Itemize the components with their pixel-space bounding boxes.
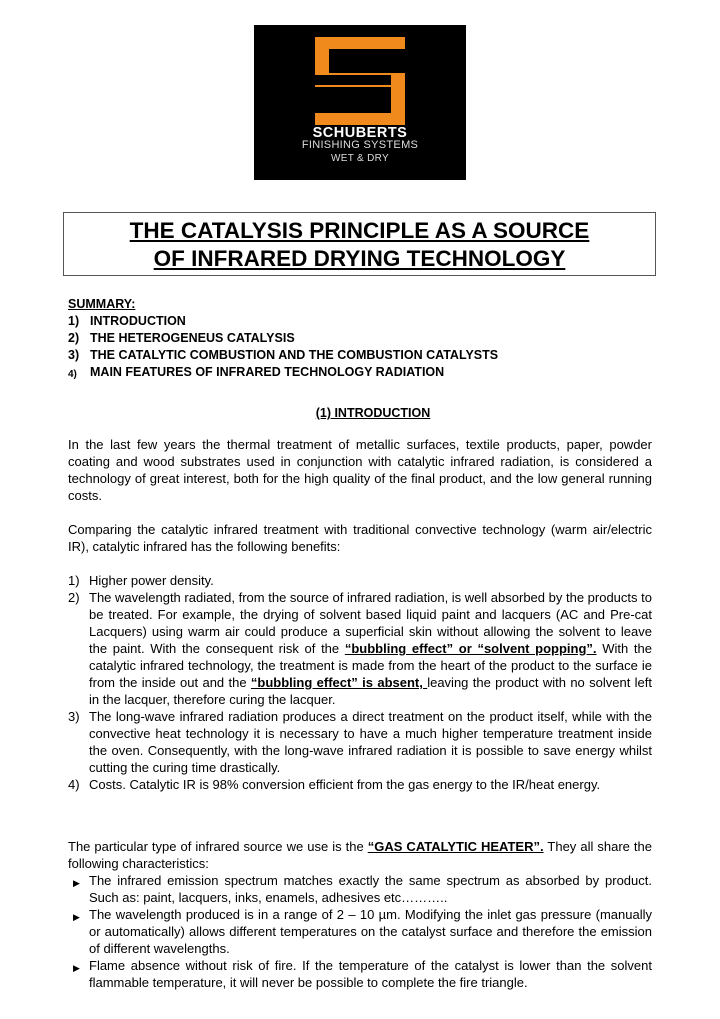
benefit-item xyxy=(68,589,652,708)
summary-item-text: THE HETEROGENEUS CATALYSIS xyxy=(90,331,295,345)
right-triangle-icon: ▶ xyxy=(73,878,80,888)
heater-lead: The particular type of infrared source we use is the xyxy=(68,839,368,854)
benefit-text-part: With the catalytic infrared technology, the treatment is made from the heart of the product to the surface ie from the inside out and the xyxy=(89,641,652,690)
summary-item xyxy=(68,313,498,330)
benefit-text: The long-wave infrared radiation produces a direct treatment on the product itself, while with the convective heat technology it is necessary to have a much higher temperature treatment inside the oven. Consequently, with the long-wave infrared radiation it is possible to save energy whilst cutting the curing time drastically. xyxy=(89,709,652,775)
document-title-box xyxy=(63,212,656,276)
characteristic-item xyxy=(68,906,652,957)
benefits-list xyxy=(68,572,652,793)
bubbling-effect-emphasis: “bubbling effect” or “solvent popping”. xyxy=(344,641,597,656)
benefit-item xyxy=(68,708,652,776)
benefit-text-part: The wavelength radiated, from the source of infrared radiation, is well absorbed by the products to be treated. For example, the drying of solvent based liquid paint and lacquers (AC and Pre-cat Lacquers) using warm air could produce a superficial skin without allowing the solvent to leave the paint. With the consequent risk of the xyxy=(89,590,652,656)
logo-tagline-1: FINISHING SYSTEMS xyxy=(301,139,419,151)
summary-item-number: 3) xyxy=(68,348,80,362)
summary-item xyxy=(68,347,498,364)
characteristic-item xyxy=(68,957,652,991)
summary-item xyxy=(68,330,498,347)
right-triangle-icon: ▶ xyxy=(73,963,80,973)
summary-item-number: 4) xyxy=(68,369,77,380)
benefit-number: 3) xyxy=(68,709,80,724)
intro-paragraph-2: Comparing the catalytic infrared treatment with traditional convective technology (warm air/electric IR), catalytic infrared has the following benefits: xyxy=(68,522,652,554)
heater-characteristics-list xyxy=(68,872,652,991)
benefit-number: 2) xyxy=(68,590,80,605)
s-logo-mark-icon xyxy=(315,37,405,125)
section-heading-text: (1) INTRODUCTION xyxy=(315,406,431,420)
benefit-text-part: leaving the product with no solvent left in the lacquer, therefore curing the lacquer. xyxy=(89,675,652,707)
benefit-number: 4) xyxy=(68,777,80,792)
benefit-text xyxy=(89,589,652,708)
right-triangle-icon: ▶ xyxy=(73,912,80,922)
characteristic-text: The infrared emission spectrum matches exactly the same spectrum as absorbed by product. Such as: paint, lacquers, inks, enamels, adhesives etc……….. xyxy=(89,873,652,905)
characteristic-text: Flame absence without risk of fire. If the temperature of the catalyst is lower than the solvent flammable temperature, it will never be possible to complete the fire triangle. xyxy=(89,958,652,990)
benefit-text: Higher power density. xyxy=(89,573,214,588)
benefit-item xyxy=(68,776,652,793)
title-line-2: OF INFRARED DRYING TECHNOLOGY xyxy=(153,246,566,271)
summary-item-number: 2) xyxy=(68,331,80,345)
summary-item-text: MAIN FEATURES OF INFRARED TECHNOLOGY RADIATION xyxy=(90,365,445,379)
summary-item-number: 1) xyxy=(68,314,80,328)
characteristic-item xyxy=(68,872,652,906)
summary-item-text: INTRODUCTION xyxy=(90,314,186,328)
bubbling-absent-emphasis: “bubbling effect” is absent, xyxy=(250,675,428,690)
logo-tagline-2: WET & DRY xyxy=(331,153,389,164)
heater-name: “GAS CATALYTIC HEATER”. xyxy=(367,839,544,854)
benefit-number: 1) xyxy=(68,573,80,588)
summary-item xyxy=(68,364,498,383)
logo-brand: SCHUBERTS xyxy=(312,125,408,141)
summary-section xyxy=(68,296,498,383)
heater-paragraph xyxy=(68,838,652,872)
summary-item-text: THE CATALYTIC COMBUSTION AND THE COMBUSTION CATALYSTS xyxy=(90,348,499,362)
intro-paragraph-1: In the last few years the thermal treatment of metallic surfaces, textile products, paper, powder coating and wood substrates used in conjunction with catalytic infrared radiation, is considered a technology of great interest, both for the high quality of the final product, and the low general running costs. xyxy=(68,437,652,503)
section-heading-introduction xyxy=(0,406,720,420)
characteristic-text: The wavelength produced is in a range of 2 – 10 µm. Modifying the inlet gas pressure (manually or automatically) allows different temperatures on the catalyst surface and therefore the emission of different wavelengths. xyxy=(89,907,652,956)
heater-tail: They all share the following characteristics: xyxy=(68,839,652,871)
benefit-item xyxy=(68,572,652,589)
company-logo xyxy=(254,25,466,180)
summary-heading: SUMMARY: xyxy=(68,297,136,311)
benefit-text: Costs. Catalytic IR is 98% conversion efficient from the gas energy to the IR/heat energy. xyxy=(89,777,601,792)
title-line-1: THE CATALYSIS PRINCIPLE AS A SOURCE xyxy=(129,218,590,243)
